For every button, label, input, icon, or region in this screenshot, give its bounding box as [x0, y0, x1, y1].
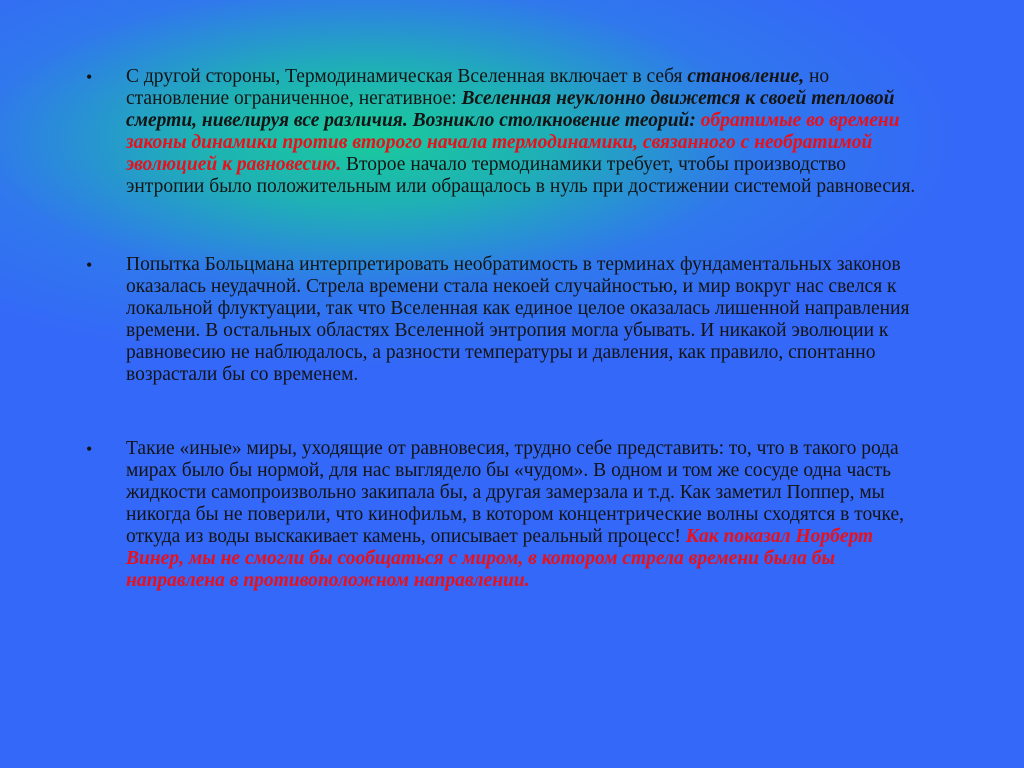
text-segment: Попытка Больцмана интерпретировать необратимость в терминах фундаментальных законов оказалась неудачной. Стрела времени стала некоей случайностью, и мир вокруг нас свелся к локальной флуктуации, так что Вселенная как единое целое оказалась лишенной направления времени. В остальных областях Вселенной энтропия могла убывать. И никакой эволюции к равновесию не наблюдалось, а разности температуры и давления, как правило, спонтанно возрастали бы со временем.: [126, 254, 910, 385]
text-segment: С другой стороны, Термодинамическая Вселенная включает в себя: [126, 66, 688, 87]
bullet-item-3: [86, 438, 946, 592]
bullet-marker: •: [86, 67, 93, 87]
emphasis-segment: становление,: [687, 66, 805, 87]
red-emphasis-segment: Как показал Норберт Винер, мы не смогли бы сообщаться с миром, в котором стрела времени была бы направлена в противоположном направлении.: [126, 526, 874, 591]
red-emphasis-segment: обратимые во времени законы динамики против второго начала термодинамики, связанного с необратимой эволюцией к равновесию.: [126, 110, 900, 175]
emphasis-segment: Вселенная неуклонно движется к своей тепловой смерти, нивелируя все различия. Возникло столкновение теорий:: [126, 88, 895, 131]
bullet-marker: •: [86, 439, 93, 459]
bullet-text: [126, 66, 926, 198]
bullet-item-1: [86, 66, 946, 198]
bullet-item-2: [86, 254, 946, 386]
bullet-text: [126, 438, 926, 592]
bullet-text: [126, 254, 926, 386]
text-segment: Второе начало термодинамики требует, чтобы производство энтропии было положительным или обращалось в нуль при достижении системой равновесия.: [126, 154, 916, 197]
text-segment: но становление ограниченное, негативное:: [126, 66, 830, 109]
text-segment: Такие «иные» миры, уходящие от равновесия, трудно себе представить: то, что в такого рода мирах было бы нормой, для нас выглядело бы «чудом». В одном и том же сосуде одна часть жидкости самопроизвольно закипала бы, а другая замерзала и т.д. Как заметил Поппер, мы никогда бы не поверили, что кинофильм, в котором концентрические волны сходятся в точке, откуда из воды выскакивает камень, описывает реальный процесс!: [126, 438, 905, 547]
bullet-marker: •: [86, 255, 93, 275]
